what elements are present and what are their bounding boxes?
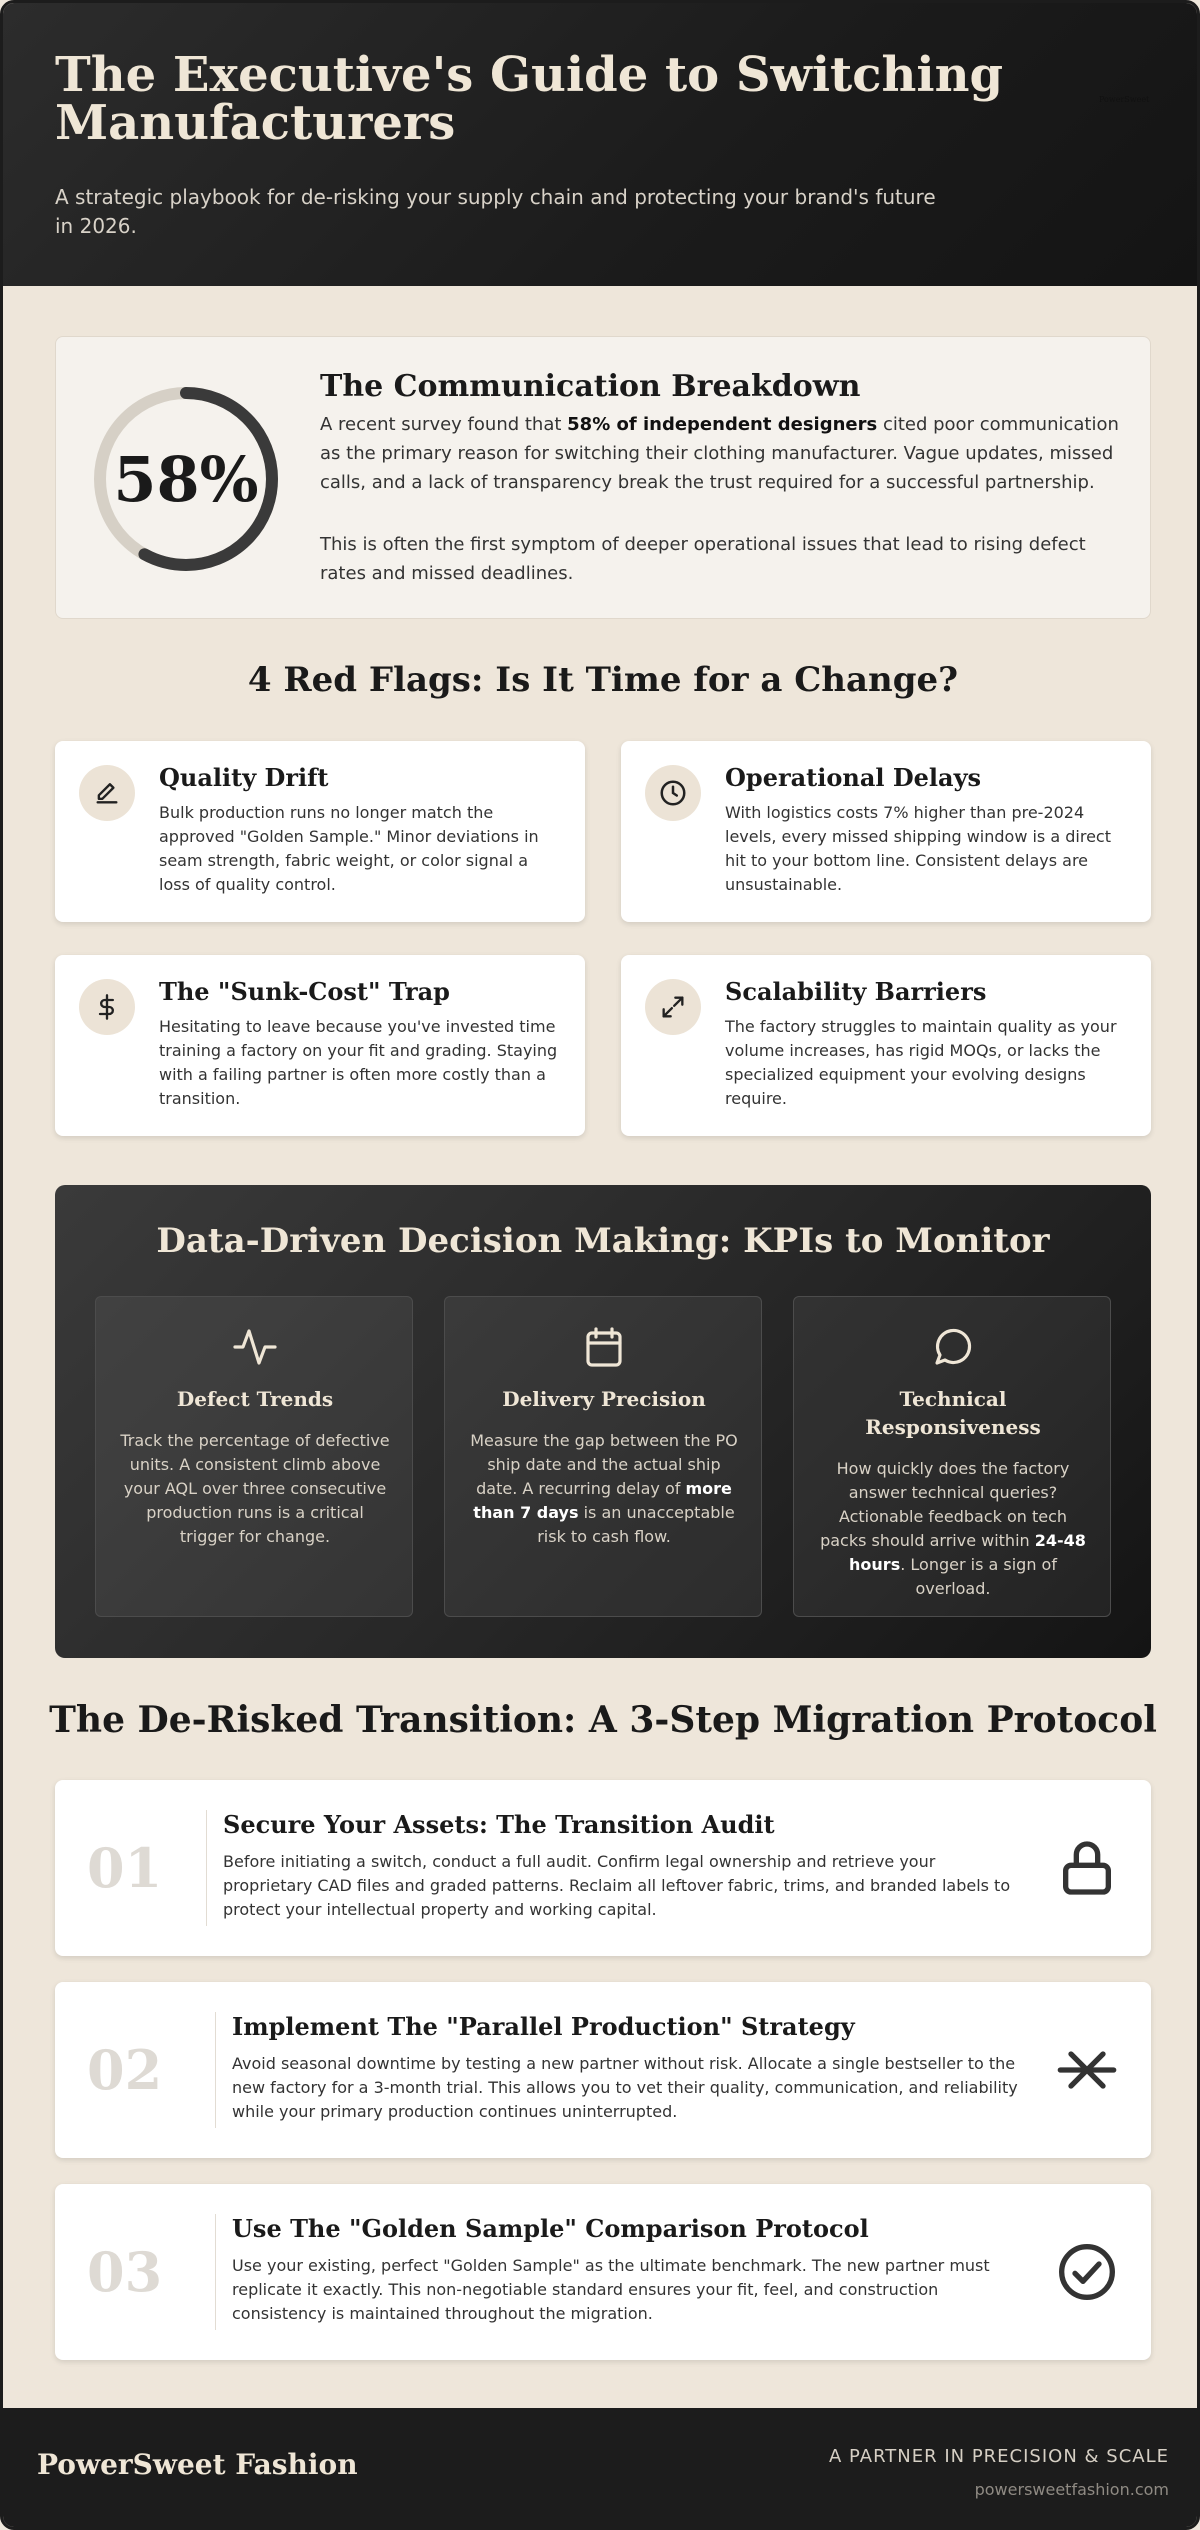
clock-icon (645, 765, 701, 821)
red-flag-text: The factory struggles to maintain quality as your volume increases, has rigid MOQs, or lacks the specialized equipment your evolving designs require. (725, 1017, 1117, 1108)
footer-website-link[interactable]: powersweetfashion.com (974, 2480, 1169, 2499)
activity-icon (96, 1323, 414, 1371)
footer-brand: PowerSweet Fashion (37, 2448, 358, 2481)
stat-text: cited poor communication as the primary reason for switching their clothing manufacturer. Vague updates, missed calls, and a lack of transparency break the trust required for a successful partnership. (320, 414, 1119, 493)
kpi-text (818, 1457, 1088, 1601)
step-text: Before initiating a switch, conduct a full audit. Confirm legal ownership and retrieve your proprietary CAD files and graded patterns. Reclaim all leftover fabric, trims, and branded labels to protect your intellectual property and working capital. (223, 1852, 1011, 1919)
red-flag-title: Scalability Barriers (725, 977, 987, 1006)
stat-paragraph-2: This is often the first symptom of deeper operational issues that lead to rising defect rates and missed deadlines. (320, 534, 1086, 584)
red-flag-title: The "Sunk-Cost" Trap (159, 977, 450, 1006)
kpi-name: Technical Responsiveness (865, 1387, 1041, 1439)
step-card (55, 2184, 1151, 2360)
kpi-card (444, 1296, 762, 1617)
kpi-highlight: 24-48 hours (849, 1531, 1086, 1574)
step-divider (206, 1810, 207, 1926)
stat-highlight: 58% of independent designers (567, 414, 878, 435)
dollar-icon (79, 979, 135, 1035)
stat-value: 58% (113, 442, 259, 516)
footer-tagline: A PARTNER IN PRECISION & SCALE (829, 2446, 1169, 2467)
kpi-name: Delivery Precision (502, 1387, 706, 1411)
red-flag-text: With logistics costs 7% higher than pre-2024 levels, every missed shipping window is a direct hit to your bottom line. Consistent delays are unsustainable. (725, 803, 1111, 894)
red-flag-card (621, 741, 1151, 922)
step-number: 02 (87, 2038, 163, 2102)
stat-text: A recent survey found that (320, 414, 568, 435)
red-flag-card (55, 741, 585, 922)
expand-arrows-icon (645, 979, 701, 1035)
step-divider (215, 2012, 216, 2128)
split-arrows-icon (1055, 2038, 1119, 2102)
red-flag-card (621, 955, 1151, 1136)
stat-card (55, 336, 1151, 619)
pencil-icon (79, 765, 135, 821)
kpi-text-part: . Longer is a sign of overload. (900, 1555, 1057, 1598)
lock-icon (1055, 1836, 1119, 1900)
check-circle-icon (1055, 2240, 1119, 2304)
red-flag-title: Operational Delays (725, 763, 982, 792)
step-title: Secure Your Assets: The Transition Audit (223, 1810, 775, 1839)
steps-title: The De-Risked Transition: A 3-Step Migration Protocol (49, 1699, 1157, 1741)
kpi-text-part: How quickly does the factory answer technical queries? Actionable feedback on tech packs should arrive within (820, 1459, 1070, 1550)
kpi-text: Track the percentage of defective units. A consistent climb above your AQL over three consecutive production runs is a critical trigger for change. (120, 1431, 390, 1546)
step-title: Use The "Golden Sample" Comparison Protocol (232, 2214, 869, 2243)
step-card (55, 1780, 1151, 1956)
kpi-name: Defect Trends (176, 1387, 334, 1411)
step-divider (215, 2214, 216, 2330)
step-card (55, 1982, 1151, 2158)
step-title: Implement The "Parallel Production" Strategy (232, 2012, 855, 2041)
step-number: 03 (87, 2240, 163, 2304)
kpi-card (793, 1296, 1111, 1617)
header-banner (3, 3, 1200, 286)
stat-title: The Communication Breakdown (320, 369, 861, 404)
red-flag-text: Bulk production runs no longer match the approved "Golden Sample." Minor deviations in seam strength, fabric weight, or color signal a loss of quality control. (159, 803, 539, 894)
chat-bubble-icon (794, 1323, 1112, 1371)
kpi-title: Data-Driven Decision Making: KPIs to Monitor (156, 1221, 1050, 1261)
red-flag-card (55, 955, 585, 1136)
calendar-icon (445, 1323, 763, 1371)
step-text: Use your existing, perfect "Golden Sample" as the ultimate benchmark. The new partner must replicate it exactly. This non-negotiable standard ensures your fit, feel, and construction consistency is maintained throughout the migration. (232, 2256, 990, 2323)
page-title: The Executive's Guide to Switching Manufacturers (55, 47, 1004, 151)
red-flag-title: Quality Drift (159, 763, 329, 792)
stat-paragraph-1 (320, 410, 1120, 497)
page-subtitle: A strategic playbook for de-risking your supply chain and protecting your brand's future in 2026. (55, 185, 936, 238)
footer (3, 2408, 1200, 2530)
kpi-text (469, 1429, 739, 1549)
kpi-panel (55, 1185, 1151, 1658)
kpi-card (95, 1296, 413, 1617)
kpi-text-part: is an unacceptable risk to cash flow. (537, 1503, 735, 1546)
header-logo: PowerSweet (1099, 95, 1150, 104)
red-flags-title: 4 Red Flags: Is It Time for a Change? (247, 660, 959, 700)
step-number: 01 (87, 1836, 163, 1900)
red-flag-text: Hesitating to leave because you've invested time training a factory on your fit and grading. Staying with a failing partner is often more costly than a transition. (159, 1017, 558, 1108)
kpi-highlight: more than 7 days (473, 1479, 732, 1522)
step-text: Avoid seasonal downtime by testing a new partner without risk. Allocate a single bestseller to the new factory for a 3-month trial. This allows you to vet their quality, communication, and reliability while your primary production continues uninterrupted. (232, 2054, 1018, 2121)
kpi-text-part: Measure the gap between the PO ship date and the actual ship date. A recurring delay of (470, 1431, 738, 1498)
